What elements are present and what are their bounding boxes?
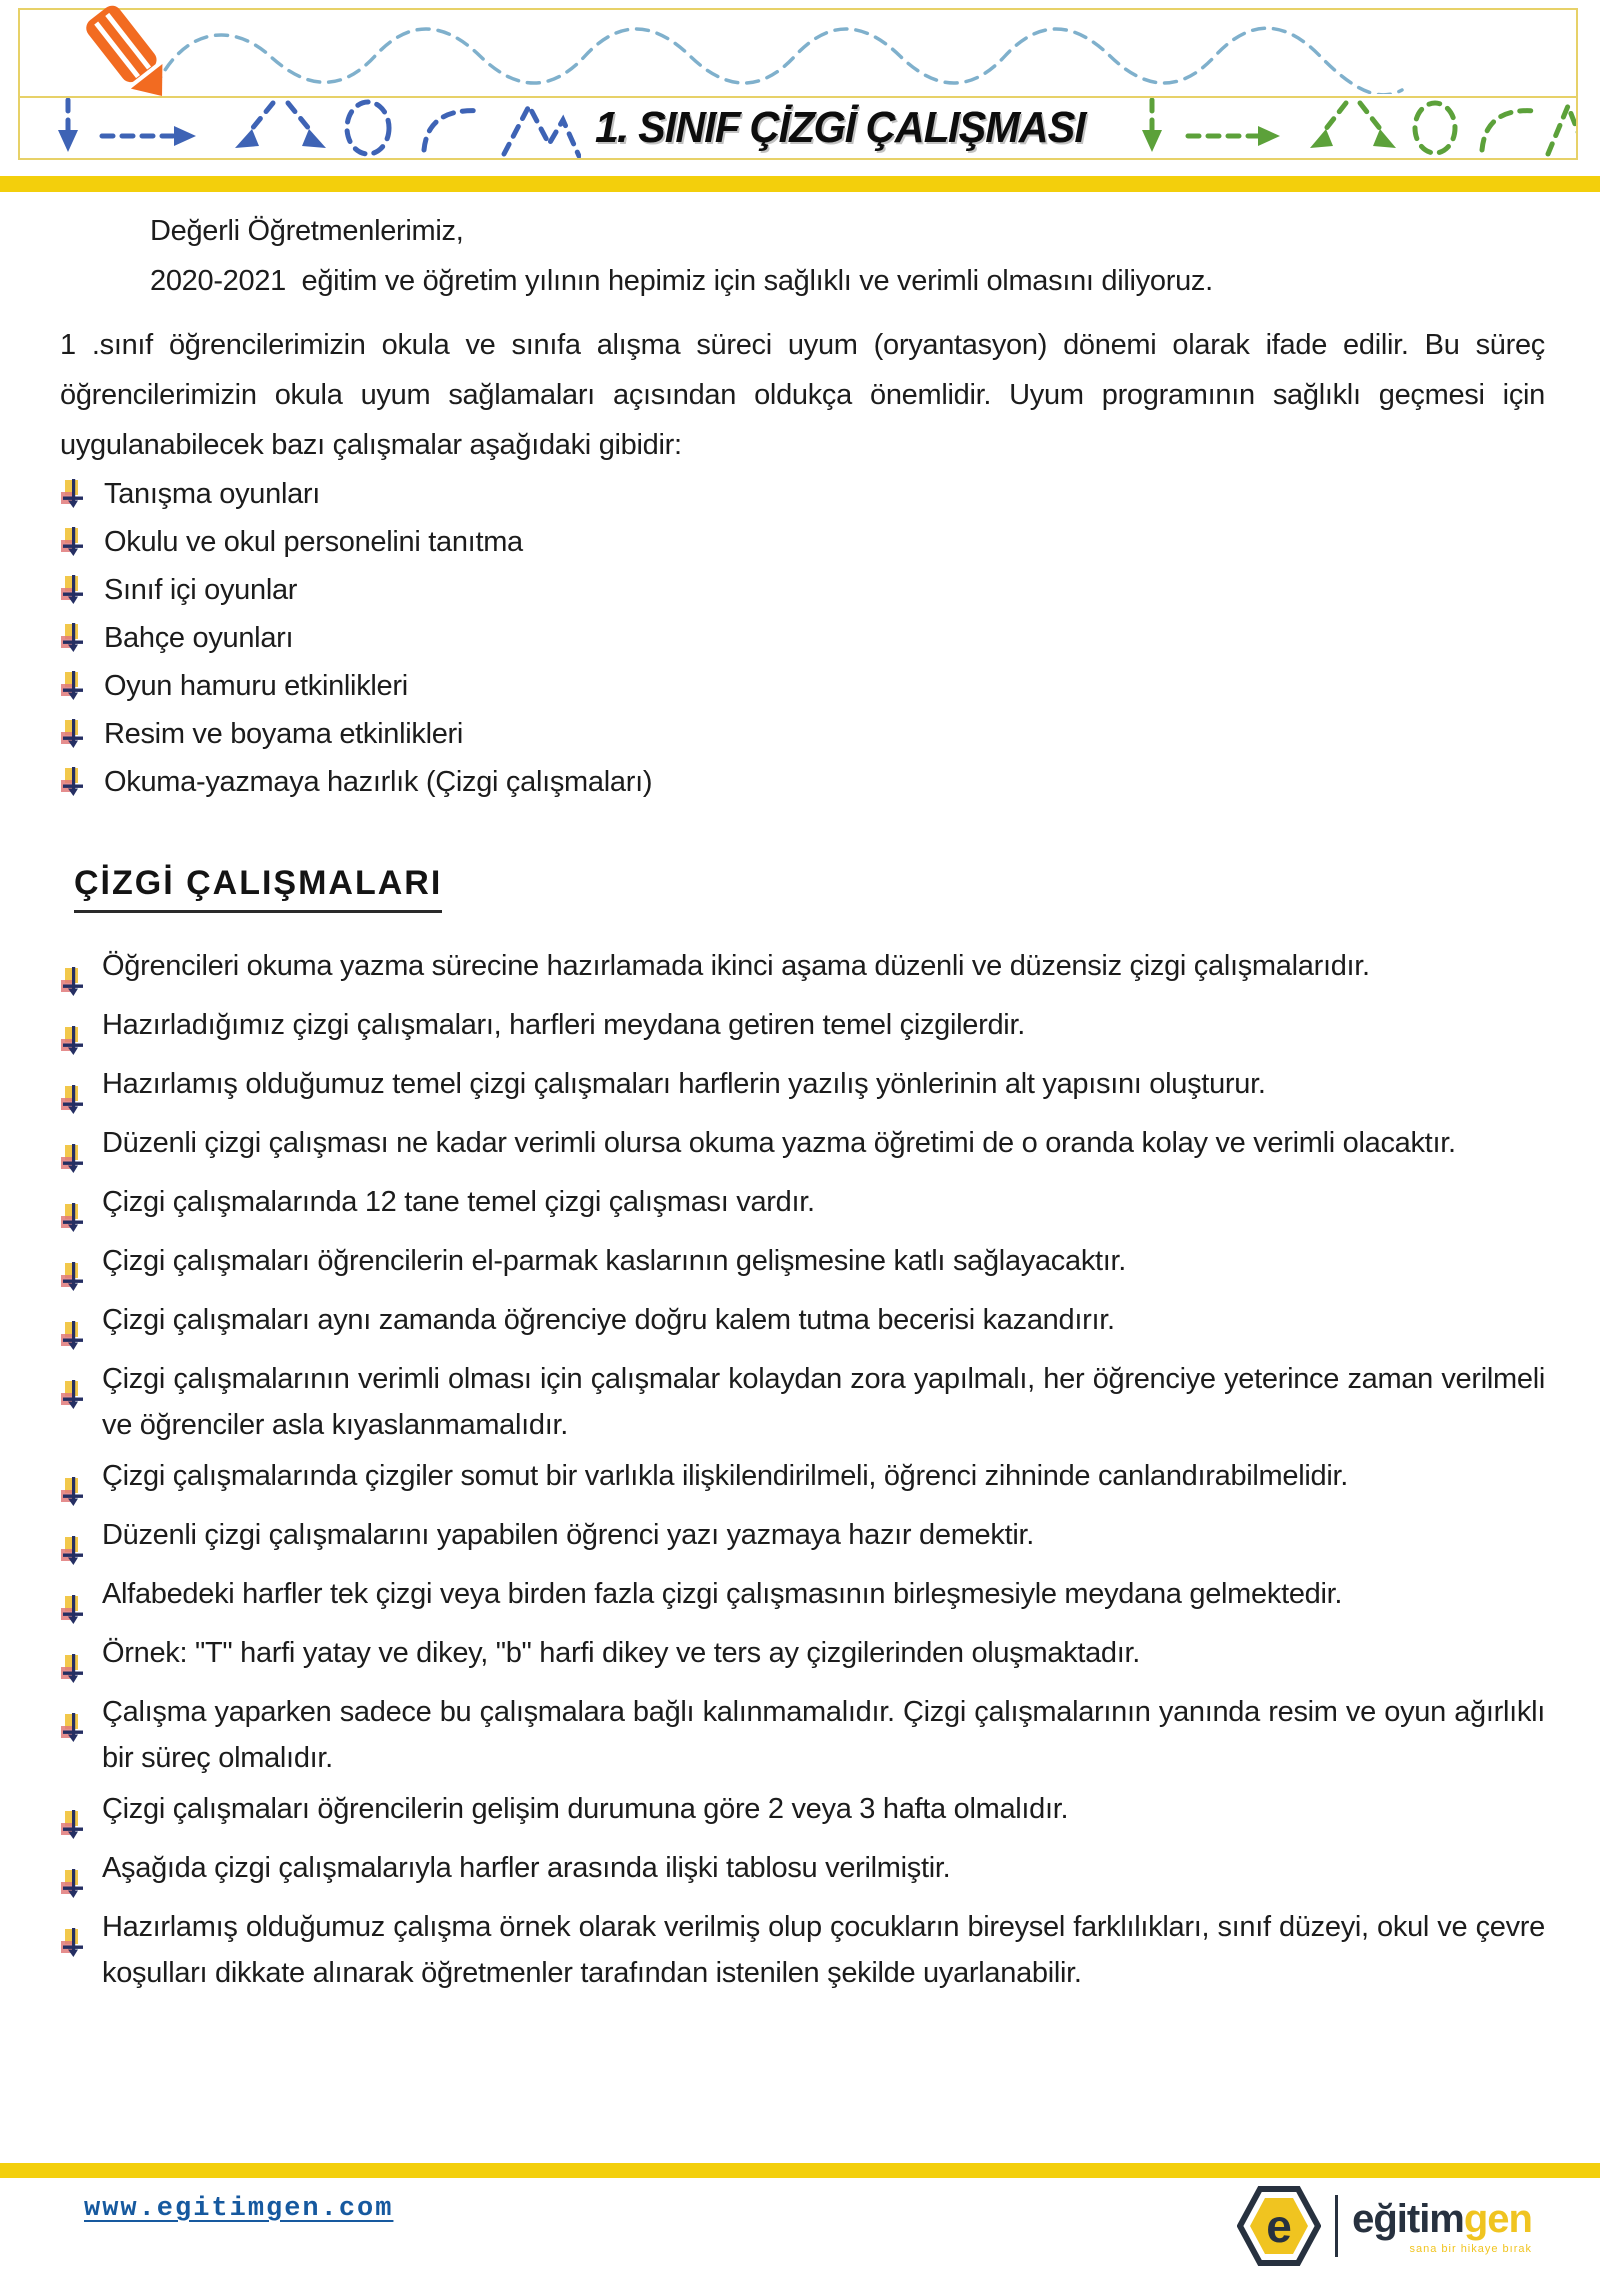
dashed-wave-trace-icon [20,10,1576,94]
hexagon-logo-icon [1237,2183,1321,2269]
flag-bullet-icon [60,1536,86,1566]
top-divider-bar [0,176,1600,192]
flag-bullet-icon [60,1928,86,1958]
logo-brand-accent: gen [1463,2197,1532,2241]
activity-list-item [60,662,1545,710]
point-text: Çizgi çalışmaları öğrencilerin el-parmak kaslarının gelişmesine katlı sağlayacaktır. [102,1245,1127,1277]
point-text: Alfabedeki harfler tek çizgi veya birden fazla çizgi çalışmasının birleşmesiyle meydana gelmektedir. [102,1578,1343,1610]
page-title: 1. SINIF ÇİZGİ ÇALIŞMASI [595,103,1085,152]
flag-bullet-icon [60,1869,86,1899]
point-text: Hazırladığımız çizgi çalışmaları, harfleri meydana getiren temel çizgilerdir. [102,1009,1025,1041]
website-link[interactable]: www.egitimgen.com [84,2194,394,2224]
flag-bullet-icon [60,1144,86,1174]
flag-bullet-icon [60,1380,86,1410]
point-list-item [60,1120,1545,1174]
point-list-item [60,1453,1545,1507]
greeting-line: Değerli Öğretmenlerimiz, [150,215,464,247]
point-list-item [60,1297,1545,1351]
point-text: Çizgi çalışmalarında çizgiler somut bir varlıkla ilişkilendirilmeli, öğrenci zihninde canlandırabilmelidir. [102,1460,1349,1492]
point-list-item [60,1002,1545,1056]
point-list-item [60,1356,1545,1448]
point-text: Hazırlamış olduğumuz çalışma örnek olarak verilmiş olup çocukların bireysel farklılıkları, sınıf düzeyi, okul ve çevre koşulları dikkate alınarak öğretmenler tarafından istenilen şekilde uyarlanabilir. [102,1911,1545,1989]
activity-label: Oyun hamuru etkinlikleri [104,669,408,702]
activity-label: Resim ve boyama etkinlikleri [104,717,464,750]
green-trace-shapes-icon [1130,98,1578,158]
activity-list-item [60,614,1545,662]
point-list-item [60,1512,1545,1566]
line-work-points-list [60,943,1545,1996]
section-heading: ÇİZGİ ÇALIŞMALARI [74,864,442,913]
activity-label: Tanışma oyunları [104,477,321,510]
pencil-icon [52,12,242,112]
egitimgen-logo [1231,2181,1538,2271]
activity-list-item [60,470,1545,518]
flag-bullet-icon [60,1321,86,1351]
flag-bullet-icon [60,719,86,749]
point-text: Örnek: "T" harfi yatay ve dikey, "b" harfi dikey ve ters ay çizgilerinden oluşmaktadır. [102,1637,1141,1669]
activity-list-item [60,710,1545,758]
flag-bullet-icon [60,1595,86,1625]
flag-bullet-icon [60,1203,86,1233]
flag-bullet-icon [60,479,86,509]
activity-label: Bahçe oyunları [104,621,294,654]
point-list-item [60,943,1545,997]
flag-bullet-icon [60,1810,86,1840]
logo-tagline: sana bir hikaye bırak [1409,2243,1532,2255]
orientation-paragraph: 1 .sınıf öğrencilerimizin okula ve sınıfa alışma süreci uyum (oryantasyon) dönemi olarak ifade edilir. Bu süreç öğrencilerimizin okula uyum sağlamaları açısından oldukça önemlidir. Uyum programının sağlıklı geçmesi için uygulanabilecek bazı çalışmalar aşağıdaki gibidir: [60,329,1545,461]
flag-bullet-icon [60,1477,86,1507]
point-list-item [60,1179,1545,1233]
wish-line: 2020-2021 eğitim ve öğretim yılının hepimiz için sağlıklı ve verimli olmasını diliyoruz. [150,265,1213,297]
point-list-item [60,1238,1545,1292]
activity-list-item [60,758,1545,806]
flag-bullet-icon [60,767,86,797]
point-text: Çizgi çalışmalarında 12 tane temel çizgi çalışması vardır. [102,1186,815,1218]
logo-divider [1335,2195,1338,2257]
activity-label: Sınıf içi oyunlar [104,573,298,606]
flag-bullet-icon [60,1262,86,1292]
point-list-item [60,1904,1545,1996]
logo-wordmark [1352,2197,1532,2241]
point-list-item [60,1845,1545,1899]
header-wave-box [18,8,1578,98]
flag-bullet-icon [60,671,86,701]
activity-label: Okulu ve okul personelini tanıtma [104,525,523,558]
header-title-box [18,96,1578,160]
activity-list-item [60,566,1545,614]
point-list-item [60,1689,1545,1781]
flag-bullet-icon [60,1713,86,1743]
flag-bullet-icon [60,1654,86,1684]
svg-text:e: e [1266,2200,1292,2252]
point-text: Öğrencileri okuma yazma sürecine hazırlamada ikinci aşama düzenli ve düzensiz çizgi çalışmalarıdır. [102,950,1370,982]
point-text: Aşağıda çizgi çalışmalarıyla harfler arasında ilişki tablosu verilmiştir. [102,1852,951,1884]
activity-list-item [60,518,1545,566]
point-text: Çizgi çalışmalarının verimli olması için çalışmalar kolaydan zora yapılmalı, her öğrenciye yeterince zaman verilmeli ve öğrenciler asla kıyaslanmamalıdır. [102,1363,1545,1441]
point-list-item [60,1786,1545,1840]
flag-bullet-icon [60,1085,86,1115]
point-text: Çizgi çalışmaları aynı zamanda öğrenciye doğru kalem tutma becerisi kazandırır. [102,1304,1115,1336]
point-text: Çizgi çalışmaları öğrencilerin gelişim durumuna göre 2 veya 3 hafta olmalıdır. [102,1793,1069,1825]
flag-bullet-icon [60,623,86,653]
flag-bullet-icon [60,527,86,557]
point-list-item [60,1630,1545,1684]
activity-label: Okuma-yazmaya hazırlık (Çizgi çalışmaları) [104,765,653,798]
document-body [60,206,1545,2001]
orientation-activities-list [60,470,1545,806]
point-text: Hazırlamış olduğumuz temel çizgi çalışmaları harflerin yazılış yönlerinin alt yapısını oluşturur. [102,1068,1266,1100]
bottom-divider-bar [0,2163,1600,2178]
point-list-item [60,1571,1545,1625]
point-text: Düzenli çizgi çalışması ne kadar verimli olursa okuma yazma öğretimi de o oranda kolay ve verimli olacaktır. [102,1127,1456,1159]
point-text: Çalışma yaparken sadece bu çalışmalara bağlı kalınmamalıdır. Çizgi çalışmalarının yanında resim ve oyun ağırlıklı bir süreç olmalıdır. [102,1696,1545,1774]
point-text: Düzenli çizgi çalışmalarını yapabilen öğrenci yazı yazmaya hazır demektir. [102,1519,1034,1551]
page-header [18,8,1578,160]
flag-bullet-icon [60,967,86,997]
logo-brand-dark: eğitim [1352,2197,1464,2241]
flag-bullet-icon [60,575,86,605]
flag-bullet-icon [60,1026,86,1056]
point-list-item [60,1061,1545,1115]
